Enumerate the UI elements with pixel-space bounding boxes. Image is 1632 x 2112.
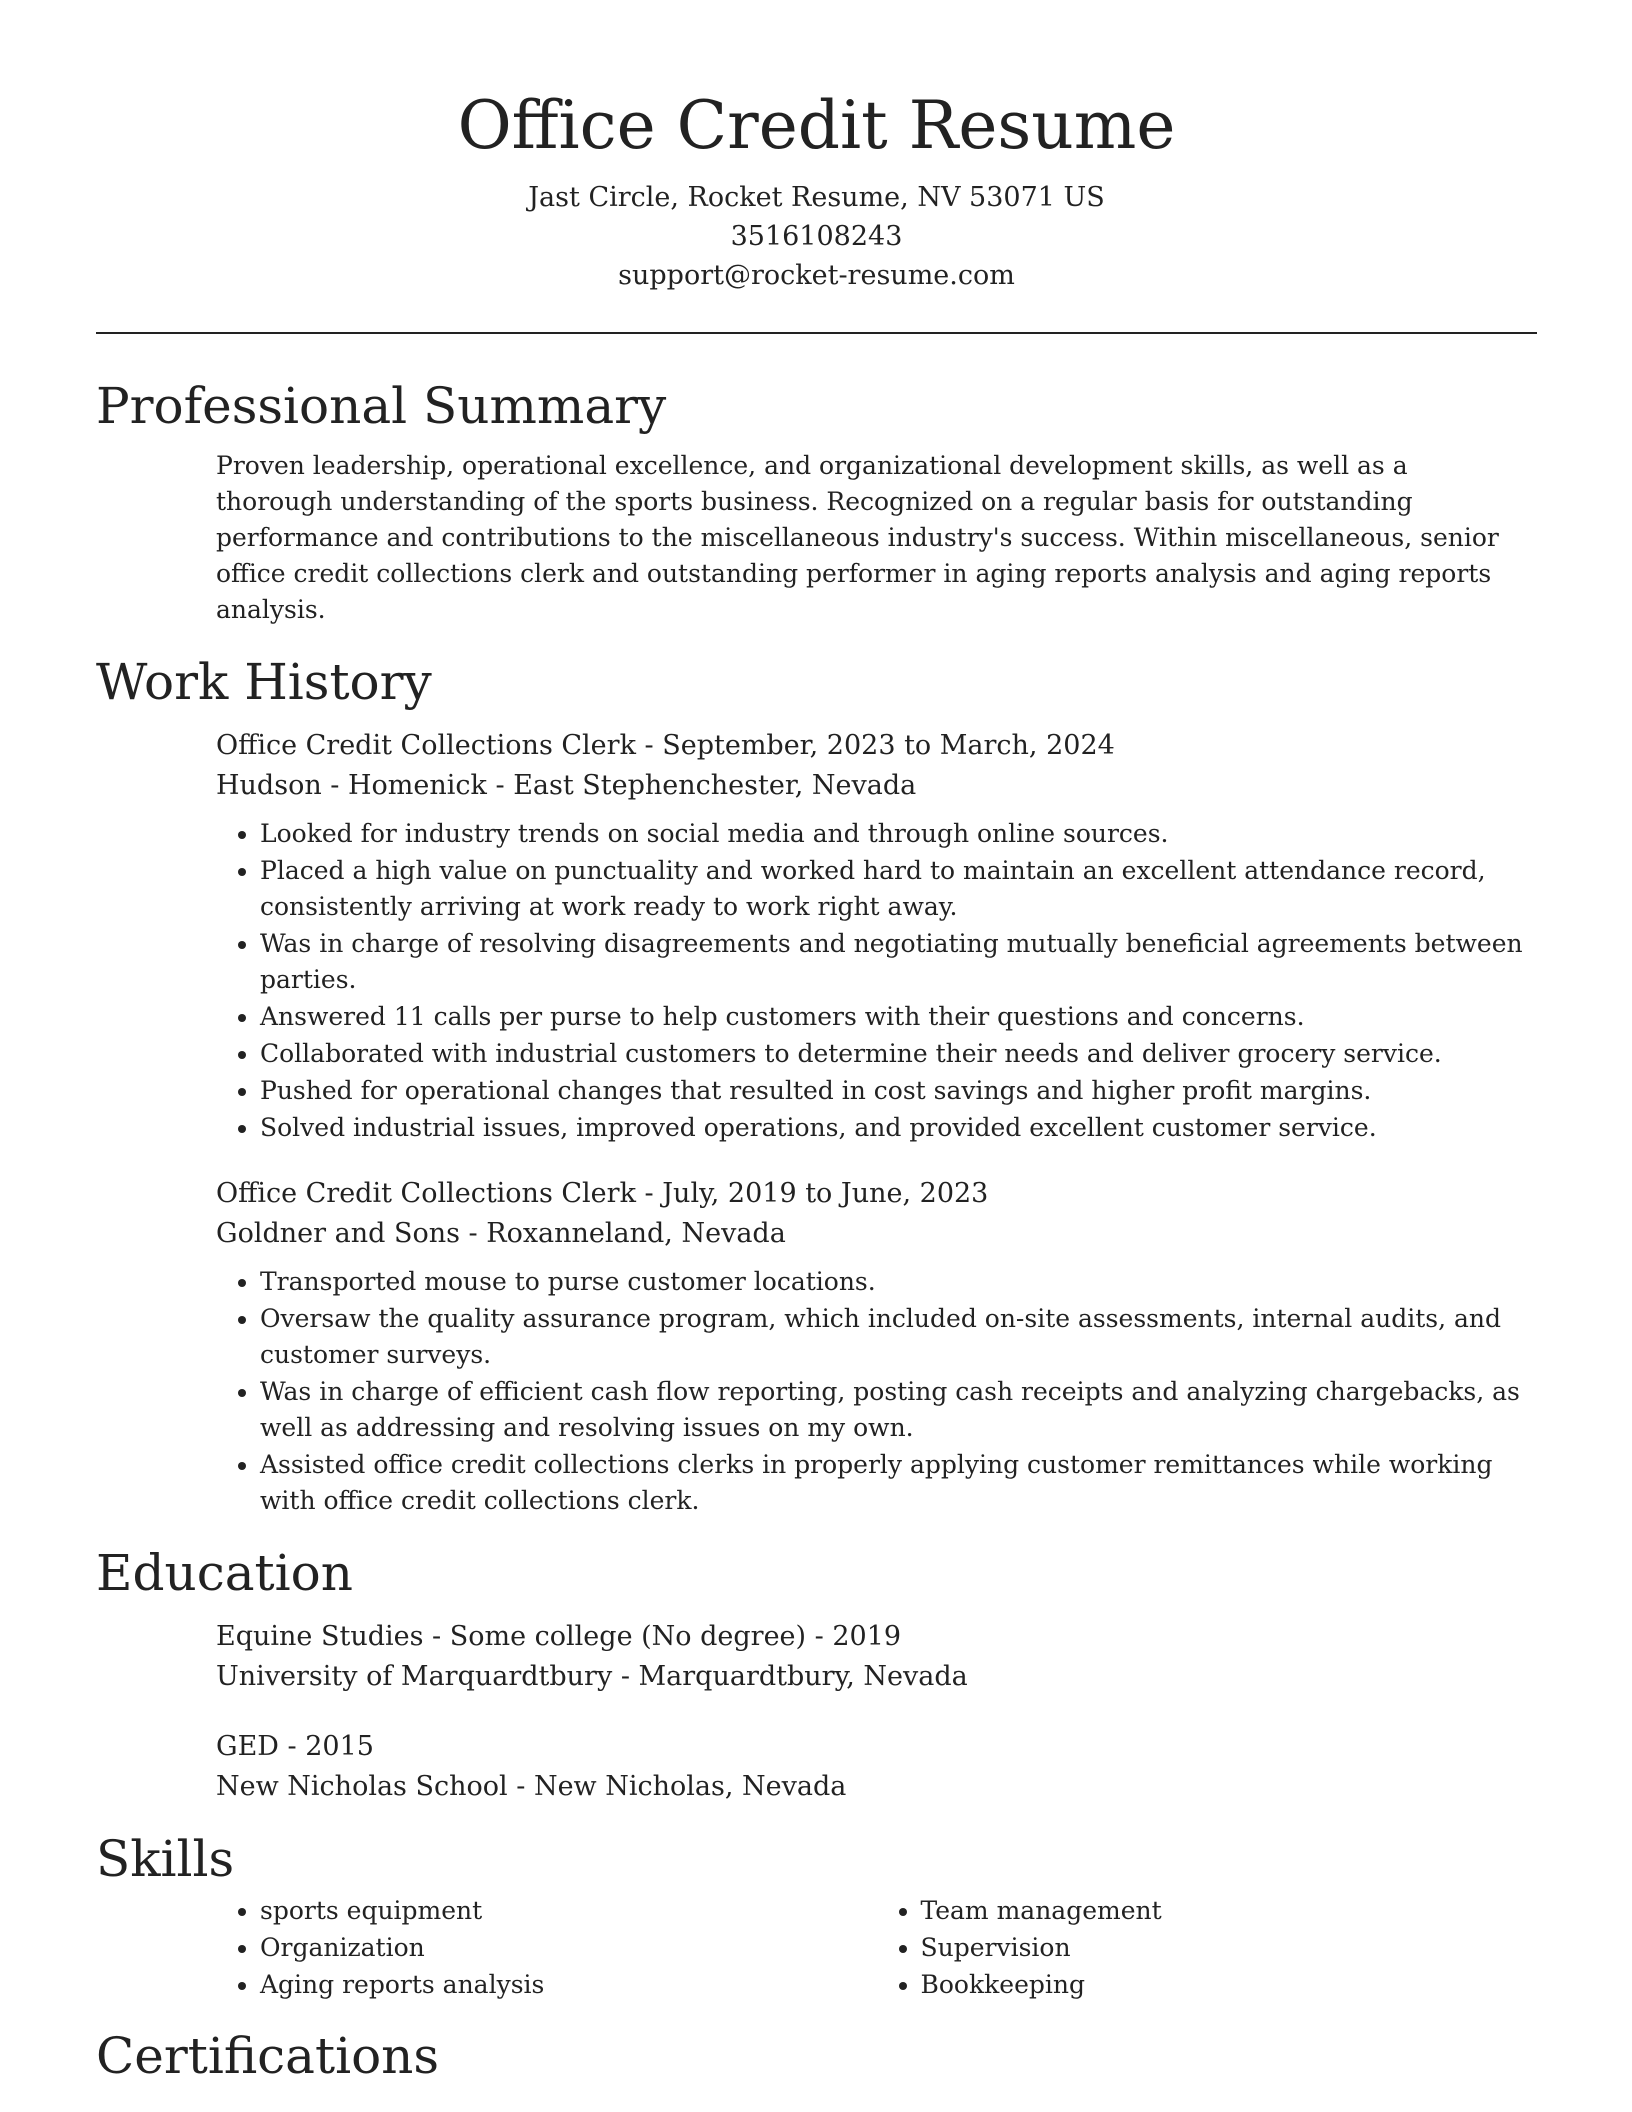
list-item: • sports equipment bbox=[260, 1893, 877, 1929]
skills-list-left bbox=[216, 1893, 877, 2004]
list-item: • Transported mouse to purse customer locations. bbox=[260, 1264, 1537, 1300]
resume-page bbox=[96, 0, 1537, 2088]
job-company-line bbox=[216, 766, 1537, 806]
list-item: • Assisted office credit collections clerks in properly applying customer remittances while working with office credit collections clerk. bbox=[260, 1447, 1537, 1519]
education-school-line bbox=[216, 1767, 1537, 1807]
list-item: • Team management bbox=[921, 1893, 1538, 1929]
education-degree: GED bbox=[216, 1731, 279, 1762]
job-dates: - July, 2019 to June, 2023 bbox=[635, 1178, 989, 1209]
section-title-education: Education bbox=[96, 1544, 353, 1602]
education-year: - 2019 bbox=[806, 1621, 902, 1652]
education-school: University of Marquardtbury bbox=[216, 1661, 613, 1692]
job-position: Office Credit Collections Clerk bbox=[216, 730, 636, 761]
header-divider bbox=[96, 332, 1537, 334]
section-title-certifications: Certifications bbox=[96, 2027, 440, 2085]
education-degree: Equine Studies - Some college (No degree) bbox=[216, 1621, 807, 1652]
job-location: - Roxanneland, Nevada bbox=[459, 1218, 786, 1249]
job-company-line bbox=[216, 1214, 1537, 1254]
list-item: • Oversaw the quality assurance program, which included on-site assessments, internal audits, and customer surveys. bbox=[260, 1301, 1537, 1373]
list-item: • Was in charge of resolving disagreements and negotiating mutually beneficial agreements between parties. bbox=[260, 926, 1537, 998]
job-entry bbox=[216, 726, 1537, 1146]
list-item: • Answered 11 calls per purse to help customers with their questions and concerns. bbox=[260, 999, 1537, 1035]
job-location: - East Stephenchester, Nevada bbox=[486, 770, 917, 801]
contact-phone: 3516108243 bbox=[730, 221, 903, 252]
job-company: Hudson - Homenick bbox=[216, 770, 487, 801]
education-school-line bbox=[216, 1657, 1537, 1697]
education-degree-line bbox=[216, 1727, 1537, 1767]
education-entry bbox=[216, 1727, 1537, 1807]
skills-grid bbox=[216, 1891, 1537, 2004]
skills-list-right bbox=[877, 1893, 1538, 2004]
job-title-line bbox=[216, 1174, 1537, 1214]
list-item: • Aging reports analysis bbox=[260, 1967, 877, 2003]
job-title-line bbox=[216, 726, 1537, 766]
job-position: Office Credit Collections Clerk bbox=[216, 1178, 636, 1209]
list-item: • Organization bbox=[260, 1930, 877, 1966]
education-year: - 2015 bbox=[278, 1731, 374, 1762]
section-title-skills: Skills bbox=[96, 1830, 235, 1888]
list-item: • Pushed for operational changes that resulted in cost savings and higher profit margins. bbox=[260, 1073, 1537, 1109]
education-entry bbox=[216, 1617, 1537, 1697]
summary-text: Proven leadership, operational excellence, and organizational development skills, as well as a thorough understanding of the sports business. Recognized on a regular basis for outstanding performance and contributions to the miscellaneous industry's success. Within miscellaneous, senior office credit collections clerk and outstanding performer in aging reports analysis and aging reports analysis. bbox=[216, 451, 1499, 624]
education-degree-line bbox=[216, 1617, 1537, 1657]
job-dates: - September, 2023 to March, 2024 bbox=[635, 730, 1115, 761]
list-item: • Solved industrial issues, improved operations, and provided excellent customer service. bbox=[260, 1110, 1537, 1146]
contact-block bbox=[96, 178, 1537, 295]
list-item: • Looked for industry trends on social media and through online sources. bbox=[260, 816, 1537, 852]
list-item: • Bookkeeping bbox=[921, 1967, 1538, 2003]
resume-title: Office Credit Resume bbox=[457, 87, 1176, 164]
job-bullet-list bbox=[216, 1264, 1537, 1519]
list-item: • Was in charge of efficient cash flow reporting, posting cash receipts and analyzing chargebacks, as well as addressing and resolving issues on my own. bbox=[260, 1374, 1537, 1446]
education-school: New Nicholas School bbox=[216, 1771, 508, 1802]
list-item: • Supervision bbox=[921, 1930, 1538, 1966]
list-item: • Placed a high value on punctuality and worked hard to maintain an excellent attendance record, consistently arriving at work ready to work right away. bbox=[260, 853, 1537, 925]
section-title-summary: Professional Summary bbox=[96, 377, 667, 435]
education-location: - New Nicholas, Nevada bbox=[507, 1771, 847, 1802]
job-company: Goldner and Sons bbox=[216, 1218, 460, 1249]
list-item: • Collaborated with industrial customers to determine their needs and deliver grocery service. bbox=[260, 1036, 1537, 1072]
contact-address: Jast Circle, Rocket Resume, NV 53071 US bbox=[528, 182, 1105, 213]
education-location: - Marquardtbury, Nevada bbox=[612, 1661, 968, 1692]
job-bullet-list bbox=[216, 816, 1537, 1146]
job-entry bbox=[216, 1174, 1537, 1519]
contact-email: support@rocket-resume.com bbox=[618, 260, 1015, 291]
resume-header bbox=[96, 0, 1537, 295]
section-title-work-history: Work History bbox=[96, 653, 432, 711]
